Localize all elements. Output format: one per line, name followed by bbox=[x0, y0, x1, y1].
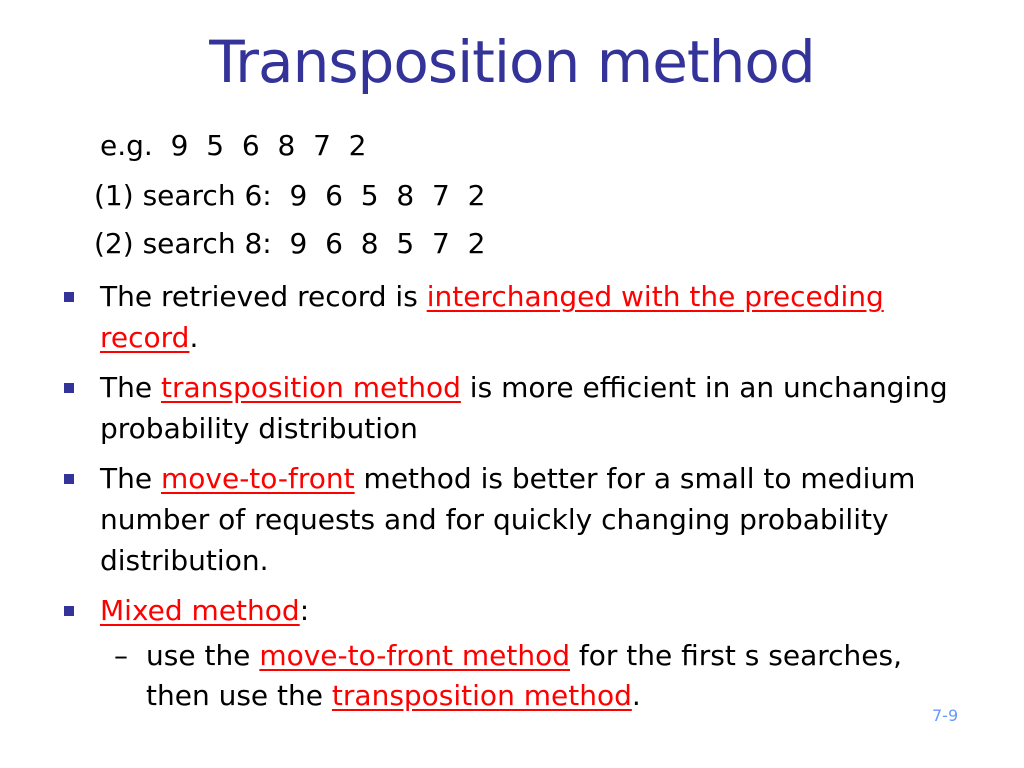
square-bullet-icon bbox=[64, 606, 74, 616]
square-bullet-icon bbox=[64, 474, 74, 484]
highlighted-term: transposition method bbox=[160, 371, 461, 404]
example-step-1: (1) search 6: 9 6 5 8 7 2 bbox=[94, 179, 486, 212]
highlighted-term: interchanged with the preceding record bbox=[100, 280, 884, 354]
bullet-item bbox=[62, 367, 962, 449]
bullet-text-end: method is better for a small to medium number of requests and for quickly changing probability distribution. bbox=[100, 462, 916, 577]
square-bullet-icon bbox=[64, 383, 74, 393]
example-step-2: (2) search 8: 9 6 8 5 7 2 bbox=[94, 227, 486, 260]
highlighted-term: Mixed method bbox=[100, 594, 300, 627]
bullet-list bbox=[62, 276, 962, 716]
sub-bullet-text-mid: for the first s searches, then use the bbox=[146, 639, 902, 712]
bullet-text: The bbox=[100, 462, 161, 495]
bullet-text: The bbox=[100, 371, 161, 404]
highlighted-term: move-to-front bbox=[160, 462, 355, 495]
bullet-text-end: . bbox=[189, 321, 199, 354]
page-number: 7-9 bbox=[932, 706, 959, 725]
sub-bullet-text-end: . bbox=[631, 679, 641, 712]
example-sequence: e.g. 9 5 6 8 7 2 bbox=[100, 129, 367, 162]
sub-bullet-item bbox=[62, 636, 962, 716]
dash-bullet-icon: – bbox=[114, 639, 128, 672]
slide-title: Transposition method bbox=[209, 28, 815, 96]
highlighted-term: move-to-front method bbox=[259, 639, 570, 672]
bullet-item bbox=[62, 590, 962, 631]
bullet-item bbox=[62, 276, 962, 358]
bullet-text-end: : bbox=[299, 594, 310, 627]
sub-bullet-text: use the bbox=[146, 639, 260, 672]
bullet-text-end: is more efficient in an unchanging probability distribution bbox=[100, 371, 948, 445]
square-bullet-icon bbox=[64, 292, 74, 302]
highlighted-term: transposition method bbox=[331, 679, 632, 712]
bullet-text: The retrieved record is bbox=[100, 280, 427, 313]
bullet-item bbox=[62, 458, 962, 581]
